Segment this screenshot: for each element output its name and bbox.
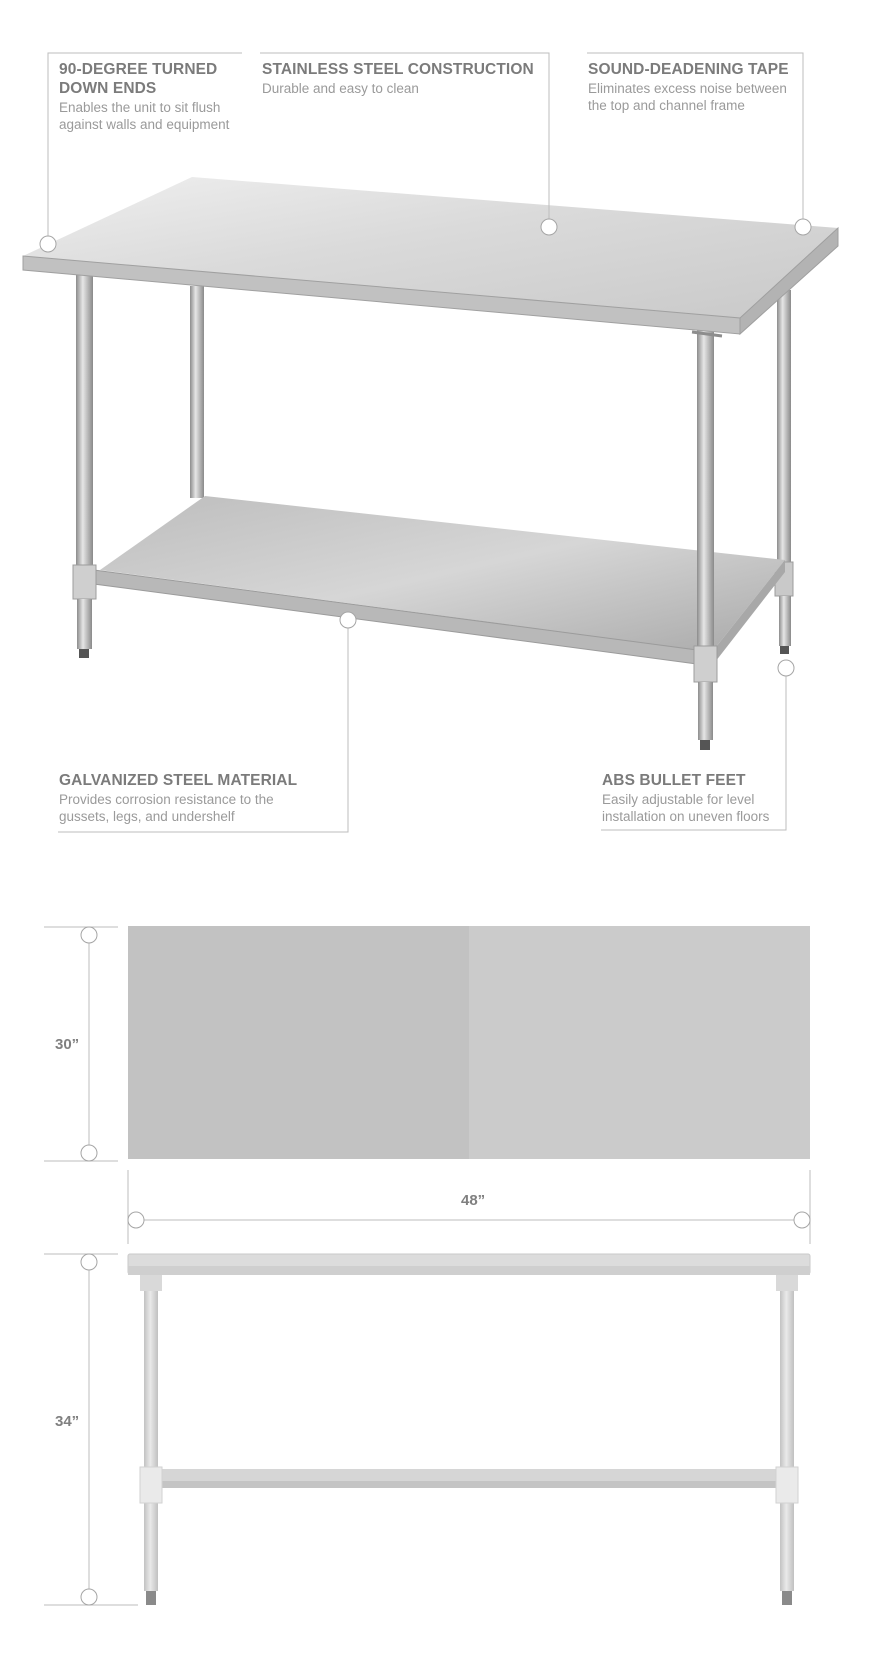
front-left-foot-tube [77,599,92,649]
callout-description: Durable and easy to clean [262,81,419,96]
callout-abs-bullet-feet [602,771,792,825]
front-right-leg [697,330,714,652]
side-view-right-foot [782,1591,792,1605]
depth-dimension-label: 30” [55,1036,80,1053]
front-left-leg [76,270,93,570]
callout-description: Enables the unit to sit flush against walls and equipment [59,100,230,132]
front-left-gusset [73,565,96,599]
side-view-left-foot [146,1591,156,1605]
callout-sound-deadening-tape [588,60,800,114]
callout-description: Easily adjustable for level installation on uneven floors [602,792,770,824]
front-right-foot-tube [698,682,713,740]
height-dimension-label: 34” [55,1413,80,1430]
callout-title: 90-DEGREE TURNED DOWN ENDS [59,61,218,97]
callout-description: Eliminates excess noise between the top and channel frame [588,81,787,113]
side-view-left-bracket [140,1275,162,1291]
front-left-foot [79,649,89,658]
front-right-foot [700,740,710,750]
back-left-leg [190,286,204,498]
callout-galvanized-steel [59,771,319,825]
table-top-leg-bracket [692,332,722,336]
side-view-undershelf-edge [158,1481,780,1488]
side-view-right-bracket [776,1275,798,1291]
callout-title: GALVANIZED STEEL MATERIAL [59,772,298,789]
callout-description: Provides corrosion resistance to the gussets, legs, and undershelf [59,792,274,824]
back-right-leg [777,290,791,570]
callout-leader-lines [48,53,803,832]
callout-turned-down-ends [59,60,244,133]
callout-title: ABS BULLET FEET [602,772,746,789]
callout-title: STAINLESS STEEL CONSTRUCTION [262,61,534,78]
front-right-gusset [694,646,717,682]
callout-title: SOUND-DEADENING TAPE [588,61,789,78]
side-view-right-leg [780,1291,794,1591]
side-view-right-gusset [776,1467,798,1503]
width-dimension-label: 48” [461,1192,486,1209]
top-view-right-half [469,926,810,1159]
back-right-foot [780,646,789,654]
callout-stainless-steel [262,60,552,97]
side-view-left-leg [144,1291,158,1591]
back-right-foot-tube [779,596,791,646]
side-view-top-underside [128,1266,810,1275]
side-view-left-gusset [140,1467,162,1503]
top-view-left-half [128,926,469,1159]
